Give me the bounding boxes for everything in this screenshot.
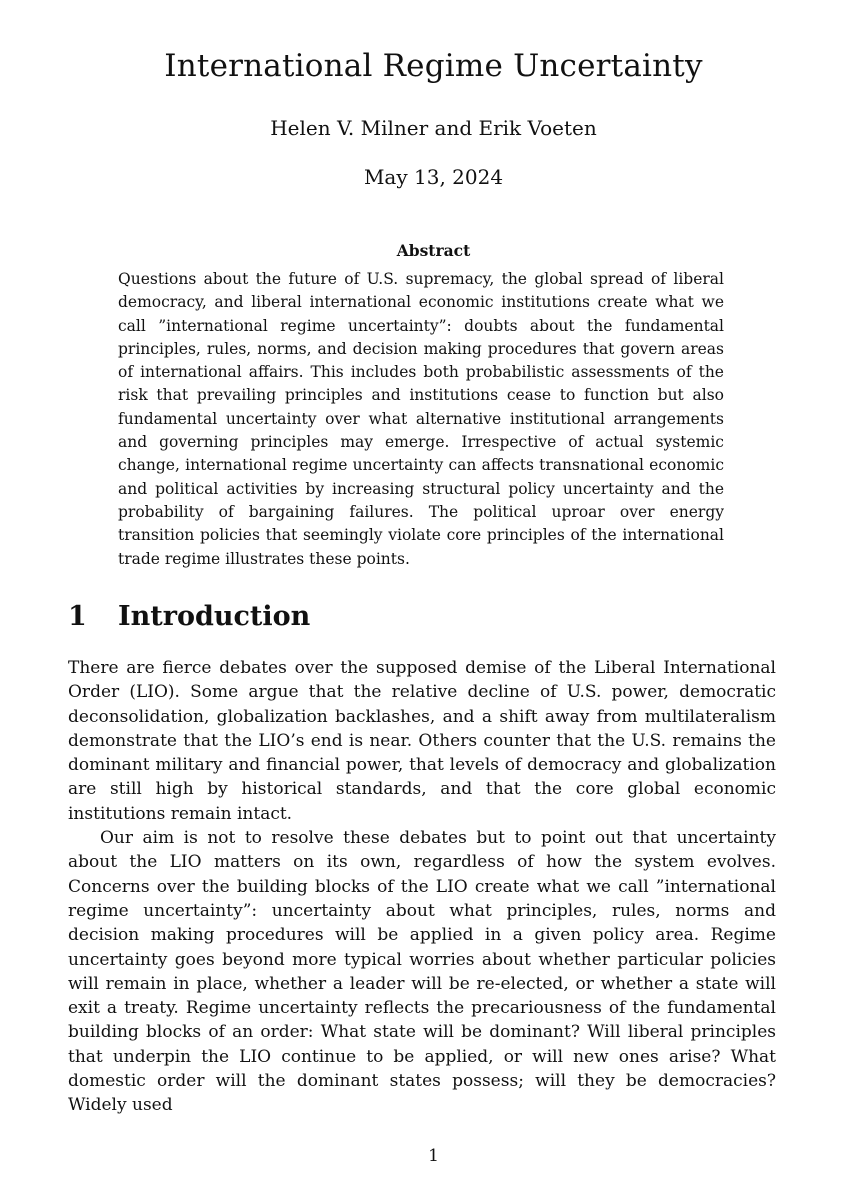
page-number: 1 <box>428 1146 439 1166</box>
paragraph: Our aim is not to resolve these debates but to point out that uncertainty about the LIO matters on its own, regardless of how the system evolves. Concerns over the building blocks of the LIO create what we call ”international regime uncertainty”: uncertainty about what principles, rules, norms and decision making procedures will be applied in a given policy area. Regime uncertainty goes beyond more typical worries about whether particular policies will remain in place, whether a leader will be re-elected, or whether a state will exit a treaty. Regime uncertainty reflects the precariousness of the fundamental building blocks of an order: What state will be dominant? Will liberal principles that underpin the LIO continue to be applied, or will new ones arise? What domestic order will the dominant states possess; will they be democracies? Widely used <box>68 828 776 1116</box>
section-heading <box>68 601 310 632</box>
section-number: 1 <box>68 601 87 632</box>
paper-title: International Regime Uncertainty <box>164 48 703 84</box>
body-text <box>68 656 776 1118</box>
paragraph: There are fierce debates over the supposed demise of the Liberal International Order (LIO). Some argue that the relative decline of U.S. power, democratic deconsolidation, globalization backlashes, and a shift away from multilateralism demonstrate that the LIO’s end is near. Others counter that the U.S. remains the dominant military and financial power, that levels of democracy and globalization are still high by historical standards, and that the core global economic institutions remain intact. <box>68 658 776 824</box>
paper-authors: Helen V. Milner and Erik Voeten <box>270 116 597 140</box>
abstract-text: Questions about the future of U.S. supremacy, the global spread of liberal democracy, and liberal international economic institutions create what we call ”international regime uncertainty”: doubts about the fundamental principles, rules, norms, and decision making procedures that govern areas of international affairs. This includes both probabilistic assessments of the risk that prevailing principles and institutions cease to function but also fundamental uncertainty over what alternative institutional arrangements and governing principles may emerge. Irrespective of actual systemic change, international regime uncertainty can affects transnational economic and political activities by increasing structural policy uncertainty and the probability of bargaining failures. The political uproar over energy transition policies that seemingly violate core principles of the international trade regime illustrates these points. <box>118 270 724 568</box>
section-title: Introduction <box>118 601 311 632</box>
paper-date: May 13, 2024 <box>363 165 504 189</box>
abstract-heading: Abstract <box>396 241 471 260</box>
